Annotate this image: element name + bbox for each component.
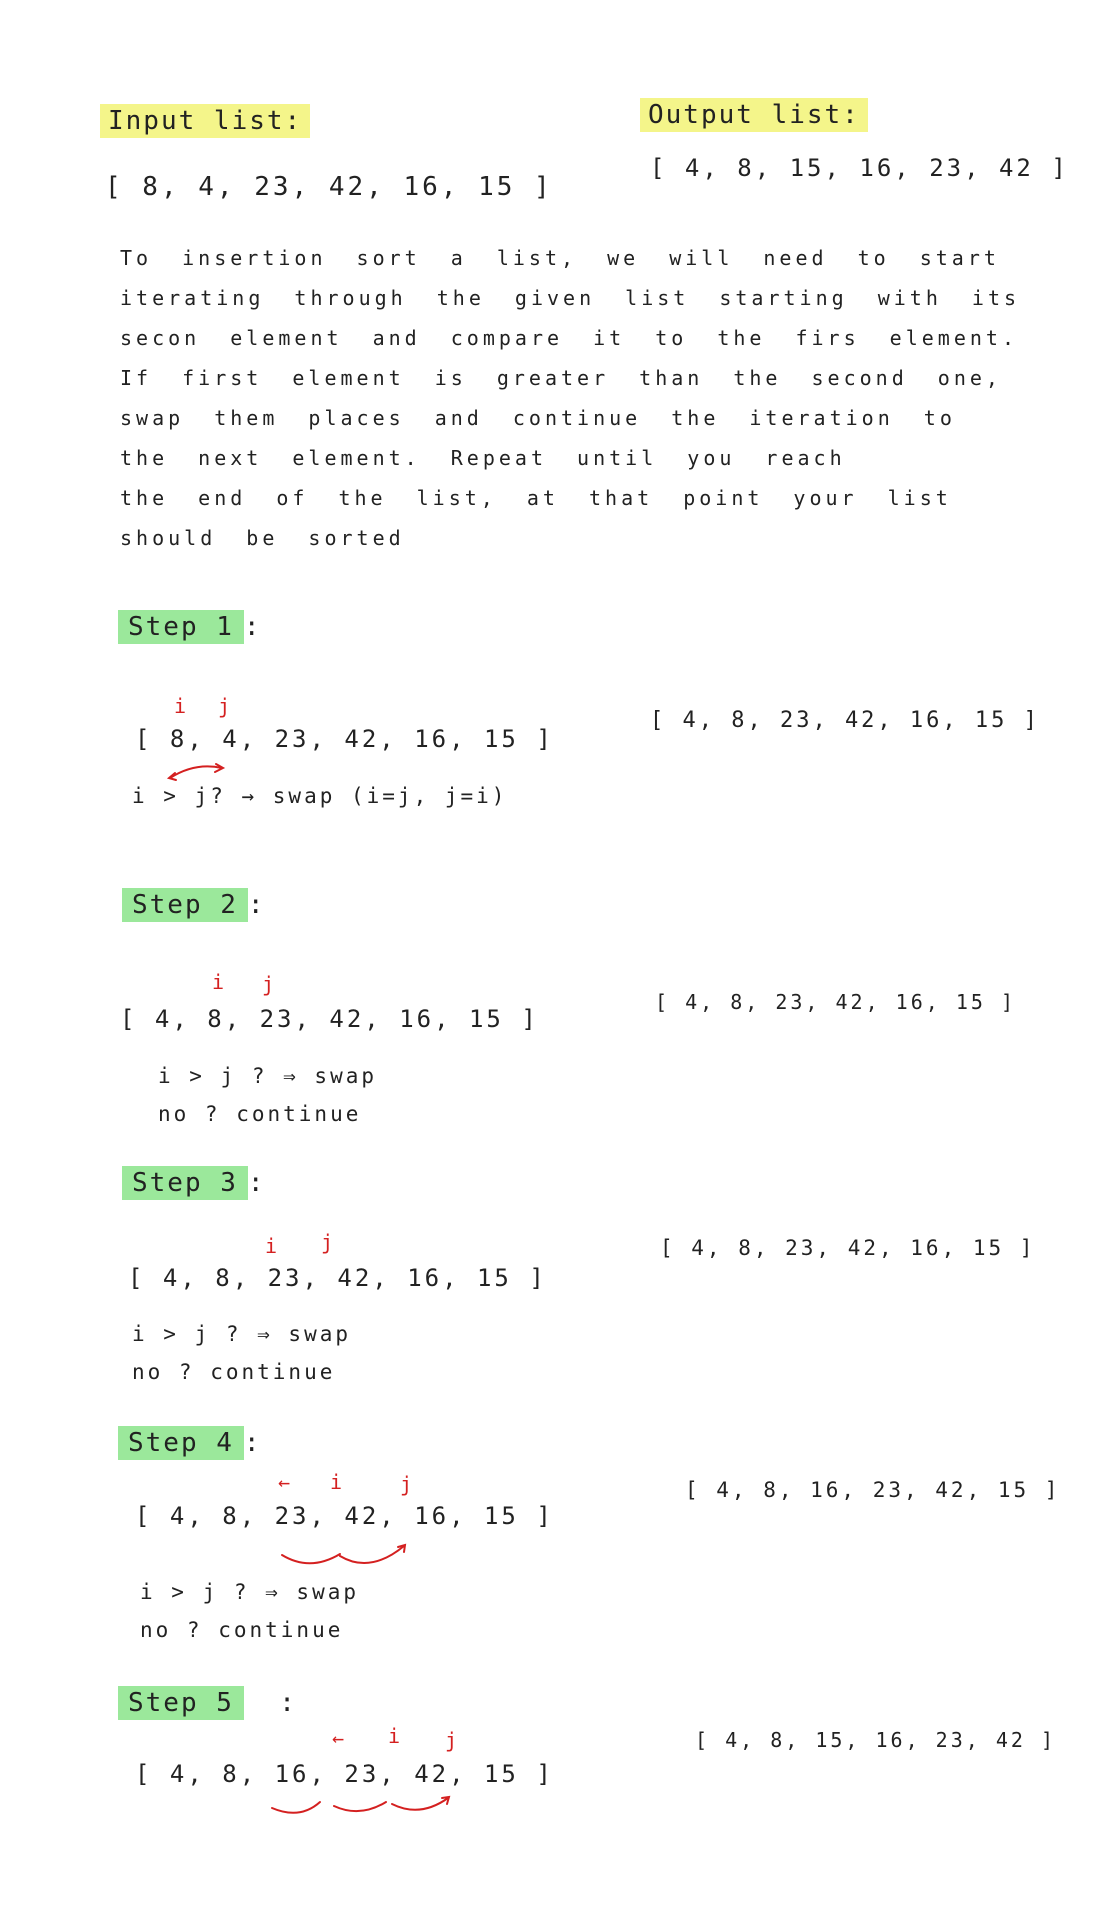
step-2-heading: Step 2 : [122, 890, 266, 920]
explanation-line: swap them places and continue the iteration to [120, 406, 956, 430]
step-5-left-arrow: ← [332, 1726, 345, 1750]
step-4-heading: Step 4 : [118, 1428, 262, 1458]
step-2-result: [ 4, 8, 23, 42, 16, 15 ] [655, 990, 1016, 1014]
step-1-heading: Step 1 : [118, 612, 262, 642]
step-5-swap-arrow-icon [334, 1802, 386, 1811]
explanation-line: should be sorted [120, 526, 405, 550]
step-4-list: [ 4, 8, 23, 42, 16, 15 ] [135, 1502, 554, 1530]
step-3-result: [ 4, 8, 23, 42, 16, 15 ] [660, 1236, 1036, 1260]
step-1-list: [ 8, 4, 23, 42, 16, 15 ] [135, 725, 554, 753]
step-5-result: [ 4, 8, 15, 16, 23, 42 ] [695, 1728, 1056, 1752]
step-2-j-marker: j [262, 972, 275, 996]
step-4-i-marker: i [330, 1470, 343, 1494]
step-4-left-arrow: ← [278, 1470, 291, 1494]
explanation-line: secon element and compare it to the firs element. [120, 326, 1019, 350]
step-4-swap-arrow-icon [340, 1546, 404, 1563]
output-list-label: Output list: [640, 100, 868, 130]
step-2-i-marker: i [212, 970, 225, 994]
step-5-i-marker: i [388, 1724, 401, 1748]
step-4-j-marker: j [400, 1472, 413, 1496]
explanation-line: iterating through the given list starting with its [120, 286, 1021, 310]
step-5-heading: Step 5 : [118, 1688, 297, 1718]
step-1-i-marker: i [174, 694, 187, 718]
step-5-swap-arrow-icon [392, 1798, 448, 1810]
step-2-note-swap: i > j ? ⇒ swap [158, 1064, 378, 1088]
step-3-list: [ 4, 8, 23, 42, 16, 15 ] [128, 1264, 547, 1292]
step-4-result: [ 4, 8, 16, 23, 42, 15 ] [685, 1478, 1061, 1502]
explanation-line: To insertion sort a list, we will need to start [120, 246, 1000, 270]
step-5-list: [ 4, 8, 16, 23, 42, 15 ] [135, 1760, 554, 1788]
explanation-line: If first element is greater than the second one, [120, 366, 1002, 390]
step-2-list: [ 4, 8, 23, 42, 16, 15 ] [120, 1005, 539, 1033]
step-3-heading: Step 3 : [122, 1168, 266, 1198]
step-1-result: [ 4, 8, 23, 42, 16, 15 ] [650, 708, 1040, 733]
step-5-swap-arrow-icon [272, 1802, 320, 1813]
step-3-note-swap: i > j ? ⇒ swap [132, 1322, 352, 1346]
step-3-i-marker: i [265, 1234, 278, 1258]
step-2-note-continue: no ? continue [158, 1102, 362, 1126]
step-3-note-continue: no ? continue [132, 1360, 336, 1384]
output-list: [ 4, 8, 15, 16, 23, 42 ] [650, 154, 1069, 182]
step-5-j-marker: j [445, 1728, 458, 1752]
input-list: [ 8, 4, 23, 42, 16, 15 ] [105, 172, 553, 202]
step-3-j-marker: j [321, 1230, 334, 1254]
input-list-label: Input list: [100, 106, 310, 136]
step-4-swap-arrow-icon [282, 1554, 340, 1563]
explanation-line: the next element. Repeat until you reach [120, 446, 846, 470]
step-4-note-swap: i > j ? ⇒ swap [140, 1580, 360, 1604]
step-4-note-continue: no ? continue [140, 1618, 344, 1642]
step-1-j-marker: j [218, 694, 231, 718]
explanation-line: the end of the list, at that point your list [120, 486, 952, 510]
step-1-note: i > j? → swap (i=j, j=i) [132, 784, 508, 808]
